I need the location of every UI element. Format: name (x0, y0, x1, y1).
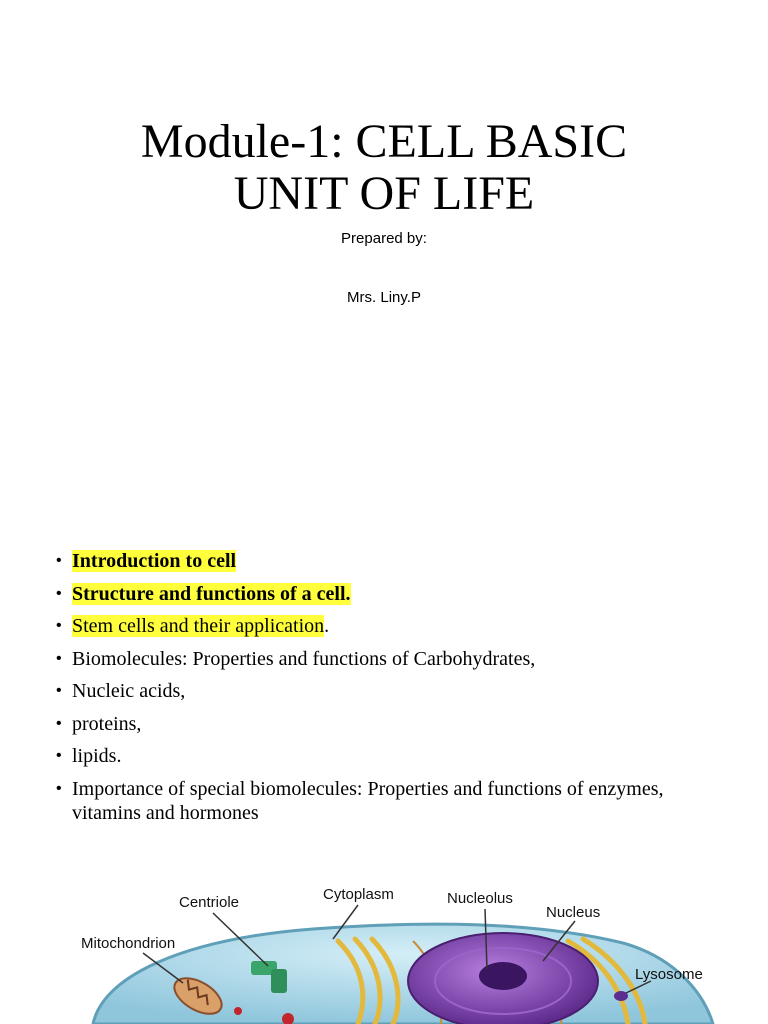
topic-text: proteins, (72, 712, 142, 735)
topic-text: Structure and functions of a cell. (72, 582, 351, 605)
prepared-by-label: Prepared by: (341, 230, 427, 247)
slide-title-line-2: UNIT OF LIFE (233, 167, 535, 220)
author-name: Mrs. Liny.P (347, 289, 421, 306)
topic-text: Importance of special biomolecules: Properties and functions of enzymes, vitamins and hormones (72, 777, 664, 824)
topic-text: Introduction to cell (72, 550, 237, 572)
bullet-icon: • (56, 682, 62, 699)
topic-item (56, 549, 716, 573)
bullet-icon: • (56, 552, 62, 569)
topic-item (56, 647, 716, 671)
label-cytoplasm: Cytoplasm (323, 886, 394, 903)
bullet-icon: • (56, 617, 62, 634)
topic-item (56, 614, 716, 638)
topic-item (56, 712, 716, 736)
vesicle (234, 1007, 242, 1015)
label-nucleus: Nucleus (546, 904, 601, 921)
label-lysosome: Lysosome (635, 966, 703, 983)
topic-text: Biomolecules: Properties and functions of Carbohydrates, (72, 647, 536, 670)
bullet-icon: • (56, 584, 62, 602)
label-mitochondrion: Mitochondrion (81, 935, 176, 952)
topic-item (56, 582, 716, 606)
topic-item (56, 744, 716, 768)
topic-item (56, 679, 716, 703)
topic-list (56, 549, 716, 833)
bullet-icon: • (56, 747, 62, 764)
topic-text: Nucleic acids, (72, 680, 186, 702)
cell-diagram (63, 881, 726, 1024)
slide-title-line-1: Module-1: CELL BASIC (140, 115, 628, 168)
label-nucleolus: Nucleolus (447, 890, 513, 907)
topic-suffix: . (324, 615, 330, 637)
bullet-icon: • (56, 779, 62, 797)
topic-text: lipids. (72, 745, 122, 767)
label-centriole: Centriole (179, 894, 240, 911)
cell-diagram-svg (63, 881, 726, 1024)
bullet-icon: • (56, 714, 62, 732)
topic-item (56, 777, 716, 825)
topic-text: Stem cells and their application (72, 615, 325, 637)
bullet-icon: • (56, 649, 62, 667)
